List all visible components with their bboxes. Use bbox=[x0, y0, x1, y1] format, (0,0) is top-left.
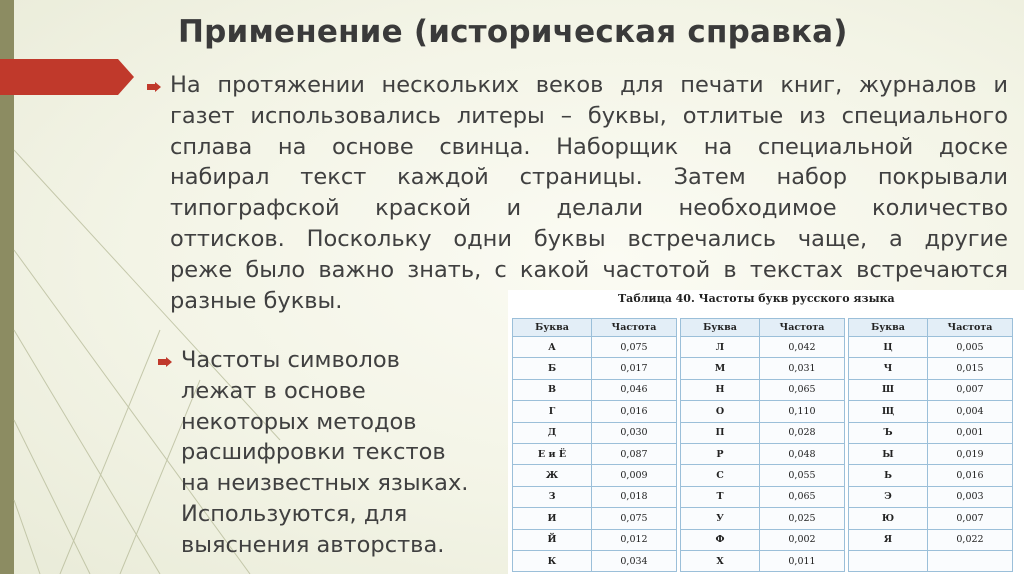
table-row bbox=[513, 465, 1013, 486]
letter-cell: Ъ bbox=[849, 422, 928, 443]
frequency-cell: 0,022 bbox=[928, 529, 1013, 550]
letter-cell: Б bbox=[513, 358, 592, 379]
frequency-cell: 0,017 bbox=[592, 358, 677, 379]
frequency-cell: 0,110 bbox=[760, 401, 845, 422]
letter-cell: П bbox=[681, 422, 760, 443]
text-line: выяснения авторства. bbox=[181, 531, 445, 558]
frequency-cell: 0,018 bbox=[592, 486, 677, 507]
frequency-cell: 0,042 bbox=[760, 337, 845, 358]
text-line: Используются, для bbox=[181, 500, 408, 527]
frequency-cell: 0,055 bbox=[760, 465, 845, 486]
text-line: лежат в основе bbox=[181, 377, 366, 404]
text-line: типографской краской и делали необходимое количество bbox=[170, 195, 1008, 222]
table-row bbox=[513, 529, 1013, 550]
frequency-cell: 0,046 bbox=[592, 379, 677, 400]
letter-cell: К bbox=[513, 550, 592, 571]
frequency-cell: 0,003 bbox=[928, 486, 1013, 507]
letter-cell: М bbox=[681, 358, 760, 379]
frequency-cell bbox=[928, 550, 1013, 571]
title-arrow-banner bbox=[0, 59, 134, 95]
letter-cell: Ю bbox=[849, 508, 928, 529]
table-row bbox=[513, 508, 1013, 529]
frequency-cell: 0,048 bbox=[760, 443, 845, 464]
letter-cell: Н bbox=[681, 379, 760, 400]
table-row bbox=[513, 422, 1013, 443]
frequency-cell: 0,015 bbox=[928, 358, 1013, 379]
column-header: Буква bbox=[681, 319, 760, 337]
letter-cell: Щ bbox=[849, 401, 928, 422]
frequency-cell: 0,031 bbox=[760, 358, 845, 379]
frequency-cell: 0,004 bbox=[928, 401, 1013, 422]
frequency-cell: 0,002 bbox=[760, 529, 845, 550]
text-line: некоторых методов bbox=[181, 408, 417, 435]
column-header: Частота bbox=[928, 319, 1013, 337]
letter-cell bbox=[849, 550, 928, 571]
column-header: Буква bbox=[849, 319, 928, 337]
table-row bbox=[513, 379, 1013, 400]
letter-cell: Ц bbox=[849, 337, 928, 358]
frequency-cell: 0,001 bbox=[928, 422, 1013, 443]
frequency-cell: 0,011 bbox=[760, 550, 845, 571]
letter-cell: Й bbox=[513, 529, 592, 550]
frequency-cell: 0,065 bbox=[760, 379, 845, 400]
text-line: набирал текст каждой страницы. Затем набор покрывали bbox=[170, 164, 1008, 191]
frequency-cell: 0,087 bbox=[592, 443, 677, 464]
table-row bbox=[513, 337, 1013, 358]
text-line: Частоты символов bbox=[181, 347, 400, 373]
text-line: разные буквы. bbox=[170, 287, 343, 314]
frequency-cell: 0,034 bbox=[592, 550, 677, 571]
letter-cell: Д bbox=[513, 422, 592, 443]
paragraph-history bbox=[170, 70, 1008, 316]
frequency-cell: 0,007 bbox=[928, 379, 1013, 400]
frequency-cell: 0,065 bbox=[760, 486, 845, 507]
bullet-arrow-icon bbox=[158, 357, 172, 367]
letter-cell: У bbox=[681, 508, 760, 529]
letter-cell: Ы bbox=[849, 443, 928, 464]
text-line: сплава на основе свинца. Наборщик на специальной доске bbox=[170, 133, 1008, 160]
paragraph-usage bbox=[181, 345, 481, 561]
frequency-cell: 0,016 bbox=[592, 401, 677, 422]
table-row bbox=[513, 358, 1013, 379]
letter-cell: Я bbox=[849, 529, 928, 550]
table-header-row bbox=[513, 319, 1013, 337]
frequency-cell: 0,016 bbox=[928, 465, 1013, 486]
table-caption: Таблица 40. Частоты букв русского языка bbox=[618, 292, 895, 305]
text-line: оттисков. Поскольку одни буквы встречались чаще, а другие bbox=[170, 225, 1008, 252]
text-line: газет использовались литеры – буквы, отлитые из специального bbox=[170, 102, 1008, 129]
letter-cell: А bbox=[513, 337, 592, 358]
letter-cell: В bbox=[513, 379, 592, 400]
letter-cell: О bbox=[681, 401, 760, 422]
letter-cell: С bbox=[681, 465, 760, 486]
letter-cell: Р bbox=[681, 443, 760, 464]
text-line: реже было важно знать, с какой частотой в текстах встречаются bbox=[170, 256, 1008, 283]
table-row bbox=[513, 443, 1013, 464]
column-header: Частота bbox=[760, 319, 845, 337]
frequency-table-image bbox=[508, 290, 1024, 574]
letter-cell: Ш bbox=[849, 379, 928, 400]
letter-cell: Е и Ё bbox=[513, 443, 592, 464]
letter-cell: Л bbox=[681, 337, 760, 358]
text-line: на неизвестных языках. bbox=[181, 470, 469, 497]
letter-cell: З bbox=[513, 486, 592, 507]
letter-cell: Х bbox=[681, 550, 760, 571]
frequency-cell: 0,028 bbox=[760, 422, 845, 443]
table-row bbox=[513, 550, 1013, 571]
table-row bbox=[513, 486, 1013, 507]
letter-cell: Ь bbox=[849, 465, 928, 486]
slide-title: Применение (историческая справка) bbox=[178, 14, 848, 50]
text-line: расшифровки текстов bbox=[181, 439, 446, 466]
frequency-cell: 0,009 bbox=[592, 465, 677, 486]
frequency-cell: 0,007 bbox=[928, 508, 1013, 529]
frequency-cell: 0,025 bbox=[760, 508, 845, 529]
frequency-table bbox=[512, 318, 1013, 572]
column-header: Частота bbox=[592, 319, 677, 337]
letter-cell: Ч bbox=[849, 358, 928, 379]
letter-cell: Э bbox=[849, 486, 928, 507]
frequency-cell: 0,012 bbox=[592, 529, 677, 550]
letter-cell: Ф bbox=[681, 529, 760, 550]
text-line: На протяжении нескольких веков для печати книг, журналов и bbox=[170, 72, 1008, 98]
table-body bbox=[513, 337, 1013, 572]
column-header: Буква bbox=[513, 319, 592, 337]
frequency-cell: 0,005 bbox=[928, 337, 1013, 358]
frequency-cell: 0,019 bbox=[928, 443, 1013, 464]
letter-cell: Т bbox=[681, 486, 760, 507]
letter-cell: И bbox=[513, 508, 592, 529]
frequency-cell: 0,075 bbox=[592, 337, 677, 358]
letter-cell: Г bbox=[513, 401, 592, 422]
bullet-arrow-icon bbox=[147, 82, 161, 92]
frequency-cell: 0,030 bbox=[592, 422, 677, 443]
table-row bbox=[513, 401, 1013, 422]
letter-cell: Ж bbox=[513, 465, 592, 486]
frequency-cell: 0,075 bbox=[592, 508, 677, 529]
